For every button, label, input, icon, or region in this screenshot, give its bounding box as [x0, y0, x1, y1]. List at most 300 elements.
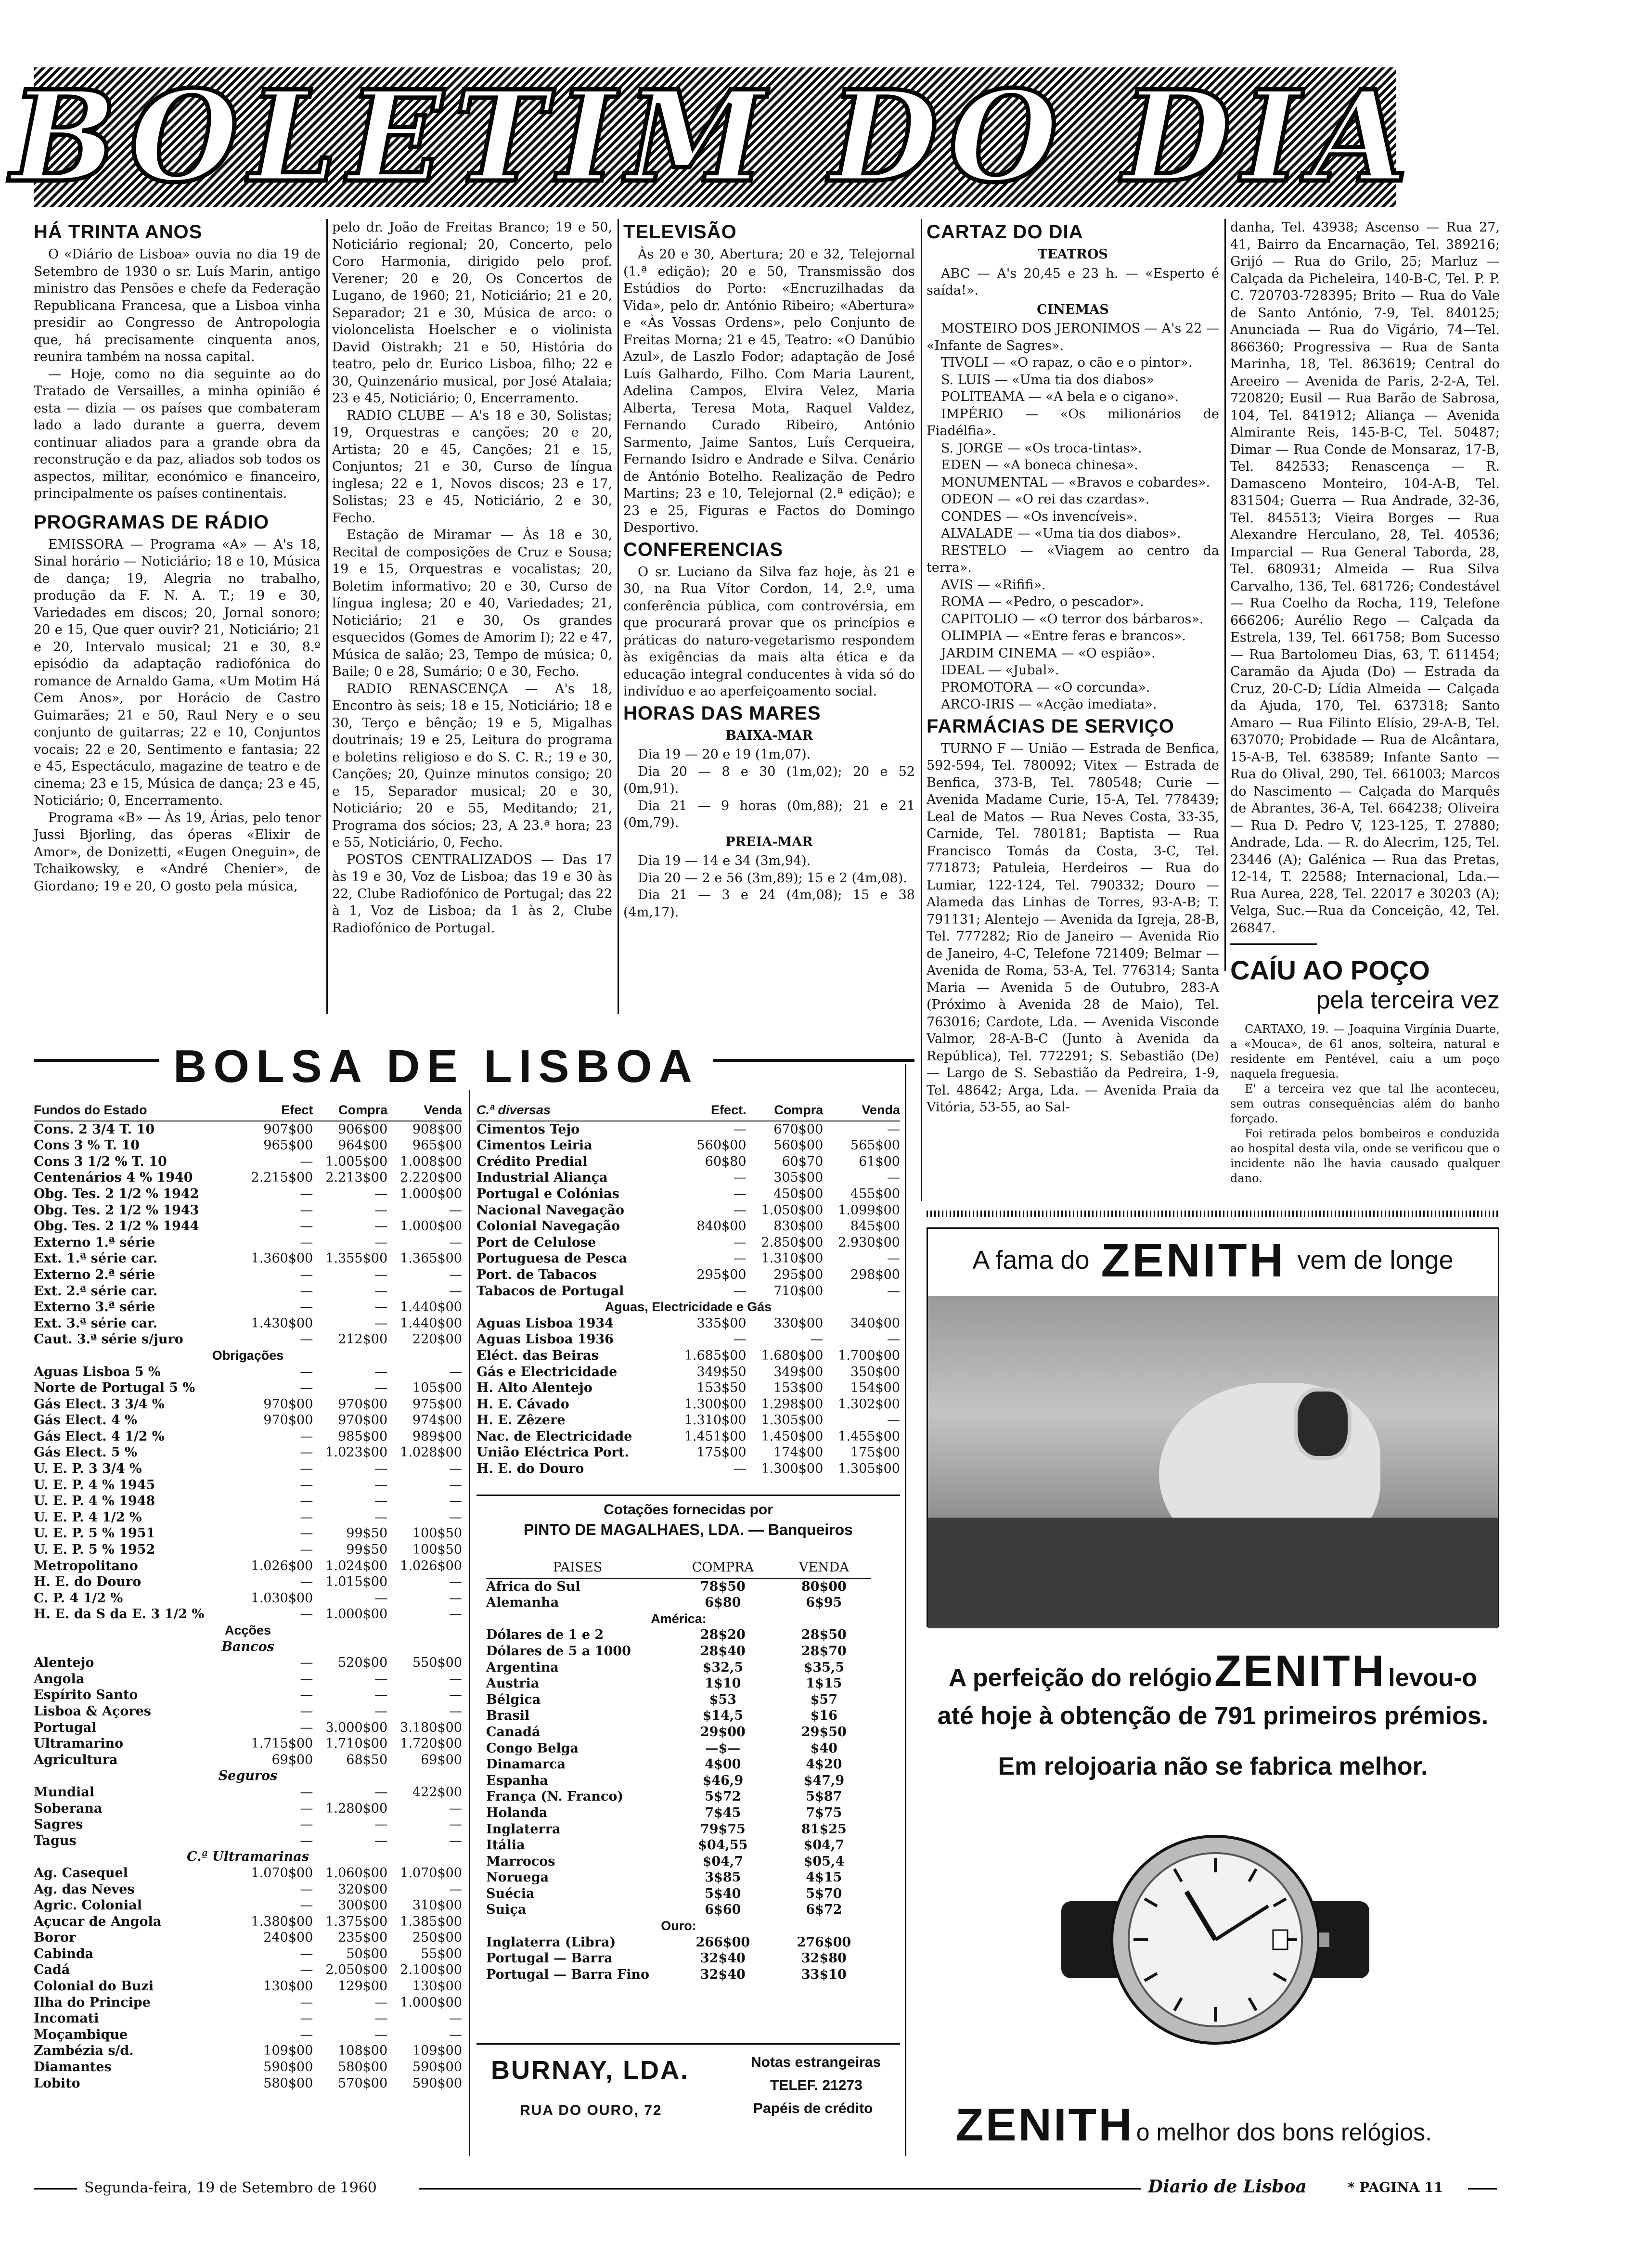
price-cell: —: [887, 1413, 900, 1428]
price-cell: 1.000$00: [400, 1186, 462, 1201]
security-name: Dinamarca: [486, 1757, 566, 1772]
security-name: Espírito Santo: [34, 1688, 138, 1703]
table-row: [34, 1477, 462, 1494]
price-cell: —: [300, 1380, 313, 1396]
price-cell: 175$00: [696, 1445, 747, 1460]
security-name: Gás Elect. 3 3/4 %: [34, 1396, 165, 1412]
price-cell: $53: [709, 1692, 737, 1707]
security-name: Obg. Tes. 2 1/2 % 1944: [34, 1219, 199, 1234]
footer-rule: [34, 2188, 77, 2190]
article-paragraph: Estação de Miramar — Às 18 e 30, Recital de composições de Cruz e Sousa; 19 e 15, Orquestras e vocalistas; 20, Boletim informativo; 20 e 30, Curso de língua inglesa; 20 e 40, Variedades; 21, Noticiário; 21 e 30, Os grandes esquecidos (Gomes de Amorim I); 22 e 47, Música de salão; 23, Tempo de música; 0, Baile; 0 e 28, Sumário; 0 e 30, Fecho.: [332, 528, 612, 679]
security-name: Itália: [486, 1838, 525, 1853]
price-cell: —: [374, 1219, 388, 1234]
price-cell: 1.310$00: [761, 1251, 824, 1266]
price-cell: 1$15: [806, 1676, 842, 1691]
price-cell: 455$00: [850, 1186, 900, 1201]
table-row: [486, 1789, 871, 1805]
column-rule: [326, 219, 328, 1014]
security-name: Externo 3.ª série: [34, 1300, 155, 1315]
column-5: [1230, 219, 1500, 1185]
price-cell: —: [374, 2011, 388, 2026]
price-cell: 2.930$00: [838, 1235, 900, 1250]
price-cell: —: [300, 1429, 313, 1444]
security-name: Portugal — Barra Fino: [486, 1967, 650, 1982]
watch-icon: [1061, 1795, 1369, 2084]
price-cell: 1.026$00: [251, 1558, 313, 1573]
price-cell: —: [733, 1283, 747, 1299]
table-row: [486, 1595, 871, 1611]
price-cell: —: [300, 1946, 313, 1961]
price-cell: —: [733, 1251, 747, 1266]
subhead-baixa-mar: BAIXA-MAR: [725, 728, 813, 743]
masthead: [11, 64, 1419, 210]
price-cell: 28$50: [801, 1627, 847, 1643]
price-cell: —: [300, 1720, 313, 1735]
price-cell: —: [449, 1461, 462, 1477]
security-name: Port. de Tabacos: [476, 1267, 597, 1282]
price-cell: 350$00: [850, 1364, 900, 1379]
price-cell: —: [300, 1300, 313, 1315]
price-cell: 78$50: [700, 1579, 746, 1594]
divider-pattern: [927, 1211, 1499, 1217]
price-cell: 29$50: [801, 1724, 847, 1740]
sleeve-shape: [928, 1518, 1498, 1628]
headline-conferencias: CONFERENCIAS: [623, 539, 784, 560]
tide-line: Dia 19 — 14 e 34 (3m,94).: [638, 853, 811, 868]
price-cell: 1.005$00: [325, 1154, 388, 1169]
table-row: [34, 1962, 462, 1978]
price-cell: 2.050$00: [325, 1962, 388, 1978]
article-paragraph: RADIO CLUBE — A's 18 e 30, Solistas; 19, Orquestras e canções; 20 e 20, Artista; 20 e 45, Canções; 21 e 15, Conjuntos; 21 e 30, Curso de língua inglesa; 22 e 1, Novos discos; 23 e 17, Solistas; 23 e 45, Noticiário, 2 e 30, Fecho.: [332, 408, 612, 526]
price-cell: 970$00: [263, 1413, 313, 1428]
table-row: [34, 1315, 462, 1332]
cinema-listing: OLIMPIA — «Entre feras e brancos».: [941, 629, 1186, 644]
security-name: H. E. Cávado: [476, 1396, 569, 1412]
col-header-venda: Venda: [387, 1102, 462, 1121]
security-name: Marrocos: [486, 1854, 555, 1869]
masthead-title: BOLETIM DO DIA: [11, 64, 1419, 210]
security-name: Suécia: [486, 1886, 535, 1901]
price-cell: 130$00: [263, 1979, 313, 1994]
price-cell: 349$00: [773, 1364, 824, 1379]
table-row: [34, 1946, 462, 1962]
price-cell: 28$20: [700, 1627, 746, 1643]
cinema-listing: ALVALADE — «Uma tia dos diabos».: [941, 526, 1181, 541]
footer-page-number: PAGINA 11: [1359, 2179, 1443, 2195]
table-row: [486, 1724, 871, 1740]
price-cell: 50$00: [346, 1946, 388, 1961]
security-name: U. E. P. 5 % 1952: [34, 1542, 155, 1558]
price-cell: 1.365$00: [400, 1251, 462, 1266]
price-cell: 32$80: [801, 1951, 847, 1966]
security-name: Congo Belga: [486, 1740, 579, 1756]
price-cell: —: [300, 1801, 313, 1816]
price-cell: 235$00: [338, 1930, 388, 1946]
security-name: U. E. P. 4 1/2 %: [34, 1509, 142, 1525]
price-cell: 130$00: [412, 1979, 462, 1994]
headline-programas-radio: PROGRAMAS DE RÁDIO: [34, 511, 270, 533]
headline-ha-trinta-anos: HÁ TRINTA ANOS: [34, 221, 203, 243]
price-cell: —: [374, 1477, 388, 1493]
table-row: [34, 1784, 462, 1801]
table-row: [34, 1833, 462, 1849]
price-cell: 349$50: [696, 1364, 747, 1379]
security-name: Portugal — Barra: [486, 1951, 613, 1966]
security-name: Crédito Predial: [476, 1154, 588, 1169]
price-cell: 1.715$00: [251, 1736, 313, 1752]
col-header-efect: Efect.: [670, 1102, 747, 1121]
security-name: H. E. do Douro: [34, 1574, 142, 1590]
price-cell: 1.300$00: [761, 1461, 824, 1477]
price-cell: 964$00: [338, 1138, 388, 1153]
price-cell: 1.028$00: [400, 1445, 462, 1460]
column-rule: [618, 219, 619, 1014]
price-cell: 298$00: [850, 1267, 900, 1282]
price-cell: 99$50: [346, 1526, 388, 1541]
price-cell: 109$00: [412, 2043, 462, 2059]
price-cell: —: [300, 1526, 313, 1541]
table-row: [34, 1267, 462, 1283]
price-cell: 1.720$00: [400, 1736, 462, 1752]
price-cell: 1$10: [705, 1676, 741, 1691]
burnay-name: BURNAY, LDA.: [491, 2056, 690, 2085]
price-cell: —: [449, 1364, 462, 1379]
price-cell: 1.450$00: [761, 1429, 824, 1444]
price-cell: 590$00: [263, 2060, 313, 2075]
cinema-listing: MOSTEIRO DOS JERONIMOS — A's 22 — «Infante de Sagres».: [927, 321, 1219, 353]
price-cell: —: [887, 1332, 900, 1347]
table-row: [34, 1914, 462, 1930]
table-row: [34, 1623, 462, 1639]
table-row: [34, 1639, 462, 1655]
col-header-diversas: C.ª diversas: [476, 1102, 670, 1121]
price-cell: 28$40: [700, 1643, 746, 1659]
price-cell: $16: [810, 1708, 838, 1724]
footer-page: * PAGINA 11: [1348, 2179, 1443, 2195]
cinema-listing: S. LUIS — «Uma tia dos diabos»: [941, 372, 1154, 387]
security-name: Portugal: [34, 1720, 97, 1735]
price-cell: —: [449, 1703, 462, 1719]
price-cell: 965$00: [412, 1138, 462, 1153]
price-cell: 295$00: [773, 1267, 824, 1282]
price-cell: —: [449, 1509, 462, 1525]
cinema-listing: PROMOTORA — «O corcunda».: [941, 680, 1150, 695]
price-cell: —: [374, 1833, 388, 1848]
cinema-listing: IDEAL — «Jubal».: [941, 663, 1059, 678]
column-4: [927, 219, 1219, 1201]
price-cell: —: [300, 1574, 313, 1590]
price-cell: —: [733, 1202, 747, 1218]
table-row: [476, 1299, 900, 1315]
price-cell: 710$00: [773, 1283, 824, 1299]
price-cell: —: [300, 1364, 313, 1379]
price-cell: 1.355$00: [325, 1251, 388, 1266]
price-cell: 105$00: [412, 1380, 462, 1396]
price-cell: —: [449, 1607, 462, 1622]
table-row: [476, 1218, 900, 1235]
table-row: [34, 1768, 462, 1784]
column-1: [34, 219, 321, 1013]
zenith-logo: ZENITH: [955, 2099, 1134, 2151]
price-cell: —: [374, 1364, 388, 1379]
table-row: [486, 1756, 871, 1773]
price-cell: —: [449, 2027, 462, 2042]
price-cell: —: [374, 1315, 388, 1331]
price-cell: 6$95: [806, 1595, 842, 1611]
ad-text: A perfeição do relógio: [948, 1664, 1212, 1692]
footer-paper: Diario de Lisboa: [1148, 2177, 1307, 2197]
price-cell: 1.360$00: [251, 1251, 313, 1266]
table-row: [476, 1154, 900, 1170]
col-header-paises: PAISES: [486, 1559, 669, 1578]
tide-line: Dia 20 — 8 e 30 (1m,02); 20 e 52 (0m,91).: [623, 764, 915, 796]
burnay-papers: Papéis de crédito: [753, 2100, 873, 2116]
table-row: [34, 1429, 462, 1445]
table-row: [476, 1315, 900, 1332]
article-paragraph: E' a terceira vez que tal lhe aconteceu, sem outras consequências além do banho forçado.: [1230, 1082, 1500, 1125]
price-cell: —: [449, 1494, 462, 1509]
price-cell: 266$00: [695, 1934, 750, 1950]
table-row: [34, 1849, 462, 1865]
col-header-compra: COMPRA: [669, 1559, 777, 1578]
article-paragraph: Foi retirada pelos bombeiros e conduzida ao hospital desta vila, onde se verificou que o incidente não lhe havia causado qualquer dano.: [1230, 1127, 1500, 1185]
table-row: [476, 1283, 900, 1300]
tide-line: Dia 19 — 20 e 19 (1m,07).: [638, 747, 811, 762]
col-header-compra: Compra: [313, 1102, 387, 1121]
price-cell: —: [374, 1509, 388, 1525]
price-cell: 1.060$00: [325, 1865, 388, 1881]
table-row: [34, 1865, 462, 1881]
table-row: [34, 1574, 462, 1590]
table-row: [486, 1578, 871, 1595]
price-cell: 250$00: [412, 1930, 462, 1946]
price-cell: 1.680$00: [761, 1348, 824, 1363]
price-cell: —: [449, 1671, 462, 1687]
table-row: [476, 1412, 900, 1429]
price-cell: —: [733, 1186, 747, 1201]
table-row: [476, 1331, 900, 1348]
price-cell: —: [300, 1219, 313, 1234]
price-cell: 1.685$00: [684, 1348, 747, 1363]
price-cell: 4$00: [705, 1757, 741, 1772]
table-row: [486, 1660, 871, 1676]
table-row: [34, 1817, 462, 1833]
security-name: Externo 1.ª série: [34, 1235, 155, 1250]
column-3: [623, 219, 915, 1013]
price-cell: —: [300, 1477, 313, 1493]
security-name: Angola: [34, 1671, 85, 1687]
price-cell: 1.455$00: [838, 1429, 900, 1444]
price-cell: 908$00: [412, 1121, 462, 1137]
table-row: [486, 1821, 871, 1838]
table-row: [476, 1250, 900, 1267]
table-row: [34, 1930, 462, 1946]
price-cell: 1.700$00: [838, 1348, 900, 1363]
security-name: H. Alto Alentejo: [476, 1380, 592, 1396]
security-name: Tagus: [34, 1833, 77, 1848]
price-cell: —: [374, 1817, 388, 1832]
column-rule: [921, 219, 922, 1201]
zenith-ad-fama: [927, 1227, 1499, 1627]
table-row: [476, 1429, 900, 1445]
section-label: Bancos: [221, 1639, 274, 1654]
cinema-listing: IMPÉRIO — «Os milionários de Fiadélfia».: [927, 406, 1219, 438]
price-cell: —: [300, 1494, 313, 1509]
security-name: Externo 2.ª série: [34, 1267, 155, 1282]
price-cell: 29$00: [700, 1724, 746, 1740]
security-name: Suiça: [486, 1902, 527, 1918]
price-cell: —: [300, 1542, 313, 1558]
price-cell: —: [449, 1477, 462, 1493]
security-name: Incomati: [34, 2011, 99, 2026]
price-cell: —: [300, 1283, 313, 1299]
price-cell: $14,5: [702, 1708, 744, 1724]
stock-table-fundos: [34, 1102, 462, 2091]
price-cell: 175$00: [850, 1445, 900, 1460]
price-cell: 295$00: [696, 1267, 747, 1282]
table-row: [34, 1202, 462, 1219]
ad-text: A fama do: [972, 1246, 1090, 1275]
table-row: [476, 1396, 900, 1413]
price-cell: 550$00: [412, 1655, 462, 1671]
price-cell: —: [300, 1655, 313, 1671]
security-name: Portugal e Colónias: [476, 1186, 619, 1201]
cotacoes-firm: PINTO DE MAGALHAES, LDA. — Banqueiros: [524, 1521, 853, 1538]
price-cell: $05,4: [803, 1854, 845, 1869]
cinema-listing: S. JORGE — «Os troca-tintas».: [941, 440, 1142, 456]
security-name: Tabacos de Portugal: [476, 1283, 624, 1299]
security-name: Holanda: [486, 1805, 548, 1820]
price-cell: 60$70: [782, 1154, 824, 1169]
price-cell: 32$40: [700, 1951, 746, 1966]
price-cell: 4$15: [806, 1870, 842, 1885]
price-cell: 1.030$00: [251, 1590, 313, 1606]
ad-photo: [928, 1296, 1498, 1628]
price-cell: 6$60: [705, 1902, 741, 1918]
security-name: Portuguesa de Pesca: [476, 1251, 628, 1266]
price-cell: 1.310$00: [684, 1413, 747, 1428]
price-cell: 108$00: [338, 2043, 388, 2059]
security-name: Alentejo: [34, 1655, 94, 1671]
price-cell: 3.180$00: [400, 1720, 462, 1735]
section-label: Acções: [224, 1623, 271, 1637]
price-cell: —: [374, 1202, 388, 1218]
security-name: H. E. da S da E. 3 1/2 %: [34, 1607, 205, 1622]
table-row: [486, 1967, 871, 1983]
security-name: Gás Elect. 4 1/2 %: [34, 1429, 165, 1444]
cinema-listing: MONUMENTAL — «Bravos e cobardes».: [941, 475, 1210, 490]
price-cell: 1.070$00: [400, 1865, 462, 1881]
price-cell: $57: [810, 1692, 838, 1707]
table-row: [486, 1918, 871, 1934]
rule: [1230, 943, 1317, 945]
price-cell: —: [300, 1607, 313, 1622]
price-cell: 906$00: [338, 1121, 388, 1137]
price-cell: 220$00: [412, 1332, 462, 1347]
footer-rule: [419, 2188, 1141, 2190]
table-row: [476, 1137, 900, 1154]
price-cell: —: [733, 1332, 747, 1347]
section-label: Obrigações: [212, 1348, 284, 1363]
security-name: Metropolitano: [34, 1558, 138, 1573]
security-name: França (N. Franco): [486, 1789, 624, 1804]
security-name: Lobito: [34, 2075, 80, 2091]
table-row: [34, 1801, 462, 1817]
price-cell: 5$72: [705, 1789, 741, 1804]
security-name: Ag. das Neves: [34, 1881, 135, 1897]
price-cell: 1.440$00: [400, 1315, 462, 1331]
zenith-ad-perfeicao: [927, 1637, 1499, 2156]
security-name: Cabinda: [34, 1946, 94, 1961]
price-cell: 1.430$00: [251, 1315, 313, 1331]
price-cell: —: [887, 1170, 900, 1186]
price-cell: —: [449, 1688, 462, 1703]
table-row: [34, 1235, 462, 1251]
price-cell: 1.380$00: [251, 1914, 313, 1929]
table-row: [34, 1590, 462, 1607]
price-cell: $04,55: [698, 1838, 748, 1853]
price-cell: —: [374, 1461, 388, 1477]
security-name: Industrial Aliança: [476, 1170, 608, 1186]
price-cell: 32$40: [700, 1967, 746, 1982]
table-row: [34, 1493, 462, 1509]
security-name: Zambézia s/d.: [34, 2043, 134, 2059]
table-row: [476, 1380, 900, 1396]
price-cell: 320$00: [338, 1881, 388, 1897]
table-row: [34, 1978, 462, 1995]
price-cell: 1.008$00: [400, 1154, 462, 1169]
table-row: [34, 1121, 462, 1138]
price-cell: $35,5: [803, 1660, 845, 1675]
table-row: [486, 1886, 871, 1902]
cinema-listing: ARCO-IRIS — «Acção imediata».: [941, 697, 1157, 712]
price-cell: 28$70: [801, 1643, 847, 1659]
table-row: [34, 1558, 462, 1574]
security-name: Port de Celulose: [476, 1235, 596, 1250]
bolsa-title: BOLSA DE LISBOA: [159, 1044, 713, 1090]
listing-line: ABC — A's 20,45 e 23 h. — «Esperto é saída!».: [927, 266, 1219, 298]
price-cell: —: [733, 1461, 747, 1477]
security-name: Moçambique: [34, 2027, 128, 2042]
price-cell: —: [300, 1703, 313, 1719]
security-name: Diamantes: [34, 2060, 112, 2075]
security-name: União Eléctrica Port.: [476, 1445, 629, 1460]
security-name: H. E. do Douro: [476, 1461, 584, 1477]
price-cell: —: [887, 1283, 900, 1299]
price-cell: 1.305$00: [838, 1461, 900, 1477]
article-paragraph: CARTAXO, 19. — Joaquina Virgínia Duarte, a «Mouca», de 61 anos, solteira, natural e residente em Pentével, caiu a um poço naquela freguesia.: [1230, 1022, 1500, 1081]
security-name: Boror: [34, 1930, 76, 1946]
table-row: [476, 1348, 900, 1364]
price-cell: —: [300, 2027, 313, 2042]
price-cell: —: [733, 1121, 747, 1137]
security-name: Noruega: [486, 1870, 549, 1885]
price-cell: 845$00: [850, 1219, 900, 1234]
price-cell: 450$00: [773, 1186, 824, 1201]
price-cell: 989$00: [412, 1429, 462, 1444]
headline-caiu-ao-poco: CAÍU AO POÇO: [1230, 955, 1430, 985]
table-row: [34, 1250, 462, 1267]
table-row: [486, 1934, 871, 1951]
table-row: [34, 2075, 462, 2092]
price-cell: 565$00: [850, 1138, 900, 1153]
price-cell: 1.440$00: [400, 1300, 462, 1315]
security-name: Nacional Navegação: [476, 1202, 625, 1218]
price-cell: —: [374, 1703, 388, 1719]
price-cell: —: [300, 1898, 313, 1913]
table-row: [476, 1364, 900, 1380]
table-row: [34, 1897, 462, 1914]
